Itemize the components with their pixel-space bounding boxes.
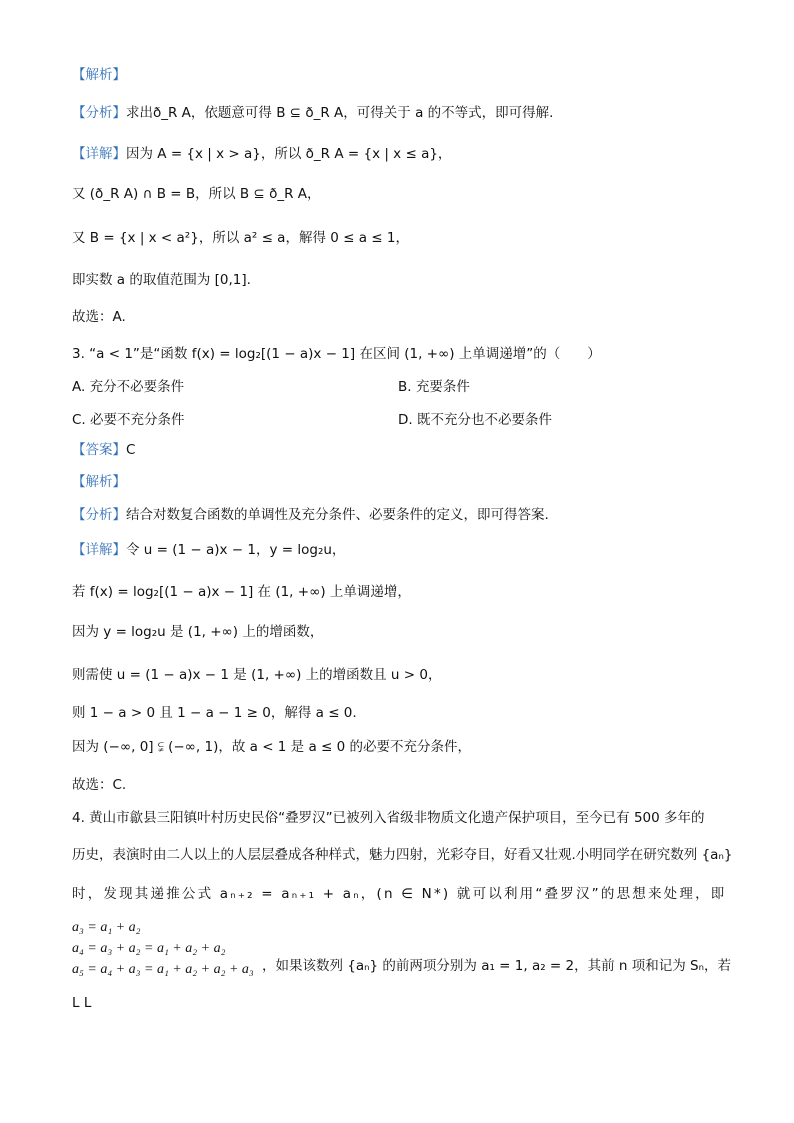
q3-detail-1-text: 令 u = (1 − a)x − 1，y = log₂u， bbox=[126, 542, 346, 558]
q3-detail-3: 因为 y = log₂u 是 (1, +∞) 上的增函数， bbox=[72, 624, 324, 640]
q3-analysis bbox=[72, 505, 549, 525]
q4-equation-2: a₄ = a₃ + a₂ = a₁ + a₂ + a₂ bbox=[72, 941, 226, 956]
q2-choice: 故选：A. bbox=[72, 309, 126, 325]
q3-stem: 3. “a < 1”是“函数 f(x) = log₂[(1 − a)x − 1] 在区间 (1, +∞) 上单调递增”的（ ） bbox=[72, 346, 601, 362]
q3-detail-5: 则 1 − a > 0 且 1 − a − 1 ≥ 0，解得 a ≤ 0. bbox=[72, 705, 357, 721]
q3-option-c: C. 必要不充分条件 bbox=[72, 412, 185, 428]
q3-analysis-label: 【分析】 bbox=[72, 507, 126, 523]
q3-detail-label: 【详解】 bbox=[72, 542, 126, 558]
q3-choice: 故选：C. bbox=[72, 777, 127, 793]
q4-recurrence-system bbox=[72, 917, 254, 980]
q3-answer-value: C bbox=[126, 442, 136, 458]
answer-label: 【答案】 bbox=[72, 442, 126, 458]
q3-detail-1 bbox=[72, 540, 345, 560]
q4-stem-line-3: 时，发现其递推公式 aₙ₊₂ = aₙ₊₁ + aₙ，(n ∈ N*) 就可以利用“叠罗汉”的思想来处理，即 bbox=[72, 886, 727, 902]
q3-detail-6: 因为 (−∞, 0] ⫋ (−∞, 1)，故 a < 1 是 a ≤ 0 的必要不充分条件， bbox=[72, 739, 472, 755]
analysis-label: 【分析】 bbox=[72, 105, 126, 121]
q2-detail-4: 即实数 a 的取值范围为 [0,1]. bbox=[72, 272, 251, 288]
q3-analysis-text: 结合对数复合函数的单调性及充分条件、必要条件的定义，即可得答案. bbox=[126, 507, 549, 523]
q4-equation-3: a₅ = a₄ + a₃ = a₁ + a₂ + a₂ + a₃ bbox=[72, 962, 254, 977]
q4-stem-line-1: 4. 黄山市歙县三阳镇叶村历史民俗“叠罗汉”已被列入省级非物质文化遗产保护项目，至今已有 500 多年的 bbox=[72, 810, 705, 826]
q2-detail-1-text: 因为 A = {x | x > a}，所以 ð_R A = {x | x ≤ a}， bbox=[126, 146, 452, 162]
q2-detail-1 bbox=[72, 144, 451, 164]
q4-stem-line-4: ，如果该数列 {aₙ} 的前两项分别为 a₁ = 1, a₂ = 2，其前 n 项和记为 Sₙ，若 bbox=[262, 958, 731, 974]
q3-answer bbox=[72, 440, 135, 460]
q3-analysis-heading: 【解析】 bbox=[72, 474, 126, 490]
q4-equation-1: a₃ = a₁ + a₂ bbox=[72, 920, 141, 935]
q2-analysis-text: 求出ð_R A，依题意可得 B ⊆ ð_R A，可得关于 a 的不等式，即可得解. bbox=[126, 105, 554, 121]
q2-detail-3: 又 B = {x | x < a²}，所以 a² ≤ a，解得 0 ≤ a ≤ 1， bbox=[72, 230, 409, 246]
q3-option-d: D. 既不充分也不必要条件 bbox=[398, 412, 552, 428]
q4-stem-line-2: 历史，表演时由二人以上的人层层叠成各种样式，魅力四射，光彩夺目，好看又壮观.小明同学在研究数列 {aₙ} bbox=[72, 847, 733, 863]
q3-option-b: B. 充要条件 bbox=[398, 379, 470, 395]
q2-analysis bbox=[72, 103, 553, 123]
q3-option-a: A. 充分不必要条件 bbox=[72, 379, 185, 395]
q2-detail-2: 又 (ð_R A) ∩ B = B，所以 B ⊆ ð_R A， bbox=[72, 186, 321, 202]
analysis-heading: 【解析】 bbox=[72, 67, 126, 83]
detail-label: 【详解】 bbox=[72, 146, 126, 162]
q3-detail-4: 则需使 u = (1 − a)x − 1 是 (1, +∞) 上的增函数且 u > 0， bbox=[72, 667, 442, 683]
q4-stem-line-5: L L bbox=[72, 995, 92, 1011]
q3-detail-2: 若 f(x) = log₂[(1 − a)x − 1] 在 (1, +∞) 上单调递增， bbox=[72, 584, 411, 600]
